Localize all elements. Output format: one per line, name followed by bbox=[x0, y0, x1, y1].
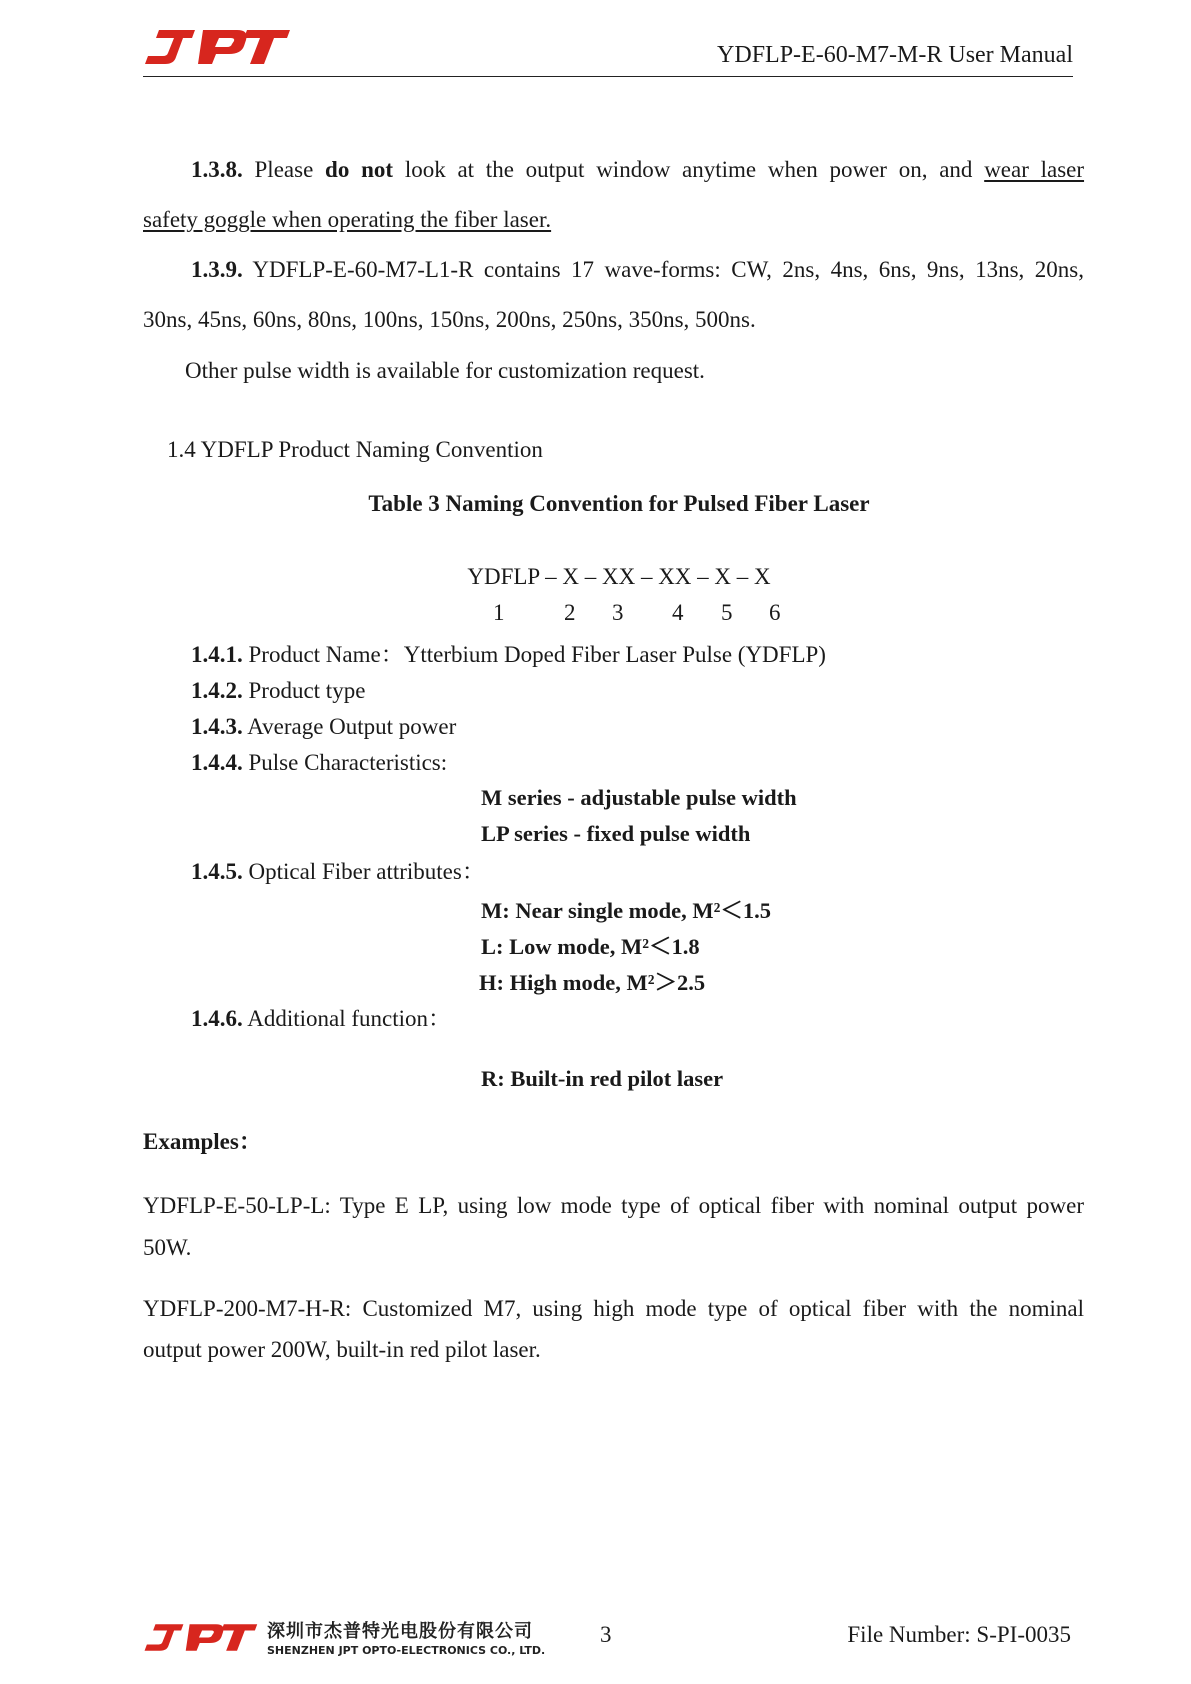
examples-label: Examples： bbox=[143, 1129, 262, 1154]
item-1-4-2 bbox=[191, 676, 365, 706]
document-title: YDFLP-E-60-M7-M-R User Manual bbox=[717, 42, 1073, 68]
text: Other pulse width is available for customization request. bbox=[185, 358, 705, 383]
position-digit: 1 bbox=[493, 600, 505, 625]
position-digit: 6 bbox=[769, 600, 781, 625]
footer-jpt-logo bbox=[143, 1620, 258, 1655]
text: 50W. bbox=[143, 1235, 192, 1260]
paragraph-1-3-8-cont bbox=[143, 193, 1084, 247]
item-text: Additional function： bbox=[247, 1006, 452, 1031]
text: 30ns, 45ns, 60ns, 80ns, 100ns, 150ns, 200ns, 250ns, 350ns, 500ns. bbox=[143, 307, 756, 332]
paragraph-1-3-9-cont bbox=[143, 293, 1084, 347]
item-text: Product Name：Ytterbium Doped Fiber Laser Pulse (YDFLP) bbox=[248, 642, 826, 667]
naming-pattern: YDFLP – X – XX – XX – X – X bbox=[467, 564, 771, 589]
fiber-option-m: M: Near single mode, M²＜1.5 bbox=[481, 898, 772, 923]
paragraph-1-3-9 bbox=[143, 243, 1084, 297]
item-number: 1.4.3. bbox=[191, 714, 243, 739]
text: YDFLP-E-60-M7-L1-R contains 17 wave-forms: CW, 2ns, 4ns, 6ns, 9ns, 13ns, 20ns, bbox=[252, 257, 1084, 282]
underlined-text: safety goggle when operating the fiber laser. bbox=[143, 207, 552, 232]
fiber-option-h: H: High mode, M²＞2.5 bbox=[479, 970, 706, 995]
text: Please bbox=[254, 157, 314, 182]
text: look at the output window anytime when power on, and bbox=[404, 157, 973, 182]
function-option-r: R: Built-in red pilot laser bbox=[481, 1066, 724, 1091]
example-1-line-2 bbox=[143, 1227, 1084, 1269]
item-1-4-1 bbox=[191, 640, 826, 670]
section-number: 1.3.9. bbox=[191, 257, 243, 282]
example-2-line-1 bbox=[143, 1288, 1084, 1330]
position-digit: 3 bbox=[612, 600, 624, 625]
text: output power 200W, built-in red pilot laser. bbox=[143, 1337, 541, 1362]
item-number: 1.4.4. bbox=[191, 750, 243, 775]
item-number: 1.4.1. bbox=[191, 642, 243, 667]
example-2-line-2 bbox=[143, 1329, 1084, 1371]
item-number: 1.4.6. bbox=[191, 1006, 243, 1031]
item-number: 1.4.2. bbox=[191, 678, 243, 703]
jpt-logo bbox=[143, 26, 291, 68]
file-number: File Number: S-PI-0035 bbox=[847, 1622, 1071, 1647]
position-digit: 2 bbox=[564, 600, 576, 625]
item-number: 1.4.5. bbox=[191, 859, 243, 884]
section-number: 1.3.8. bbox=[191, 157, 243, 182]
underlined-text: wear laser bbox=[984, 157, 1085, 182]
pulse-option-m: M series - adjustable pulse width bbox=[481, 785, 797, 810]
pulse-option-lp: LP series - fixed pulse width bbox=[481, 821, 751, 846]
item-1-4-5 bbox=[191, 857, 485, 887]
text: YDFLP-E-50-LP-L: Type E LP, using low mode type of optical fiber with nominal output power bbox=[143, 1193, 1084, 1218]
company-name-cn: 深圳市杰普特光电股份有限公司 bbox=[267, 1621, 533, 1642]
table-caption: Table 3 Naming Convention for Pulsed Fiber Laser bbox=[368, 491, 870, 516]
text: YDFLP-200-M7-H-R: Customized M7, using high mode type of optical fiber with the nominal bbox=[143, 1296, 1084, 1321]
emphasis: do not bbox=[325, 157, 394, 182]
item-text: Pulse Characteristics: bbox=[248, 750, 448, 775]
company-name-en: SHENZHEN JPT OPTO-ELECTRONICS CO., LTD. bbox=[267, 1644, 546, 1657]
header-divider bbox=[143, 76, 1073, 77]
item-1-4-6 bbox=[191, 1004, 451, 1034]
item-text: Average Output power bbox=[247, 714, 457, 739]
other-pulse-note bbox=[185, 344, 1126, 398]
example-1-line-1 bbox=[143, 1185, 1084, 1227]
page-number: 3 bbox=[600, 1622, 612, 1647]
item-1-4-4 bbox=[191, 748, 447, 778]
position-digit: 5 bbox=[721, 600, 733, 625]
item-1-4-3 bbox=[191, 712, 456, 742]
item-text: Optical Fiber attributes： bbox=[248, 859, 485, 884]
fiber-option-l: L: Low mode, M²＜1.8 bbox=[481, 934, 700, 959]
item-text: Product type bbox=[248, 678, 366, 703]
position-digit: 4 bbox=[672, 600, 684, 625]
section-heading-1-4: 1.4 YDFLP Product Naming Convention bbox=[167, 437, 543, 462]
paragraph-1-3-8 bbox=[143, 143, 1084, 197]
